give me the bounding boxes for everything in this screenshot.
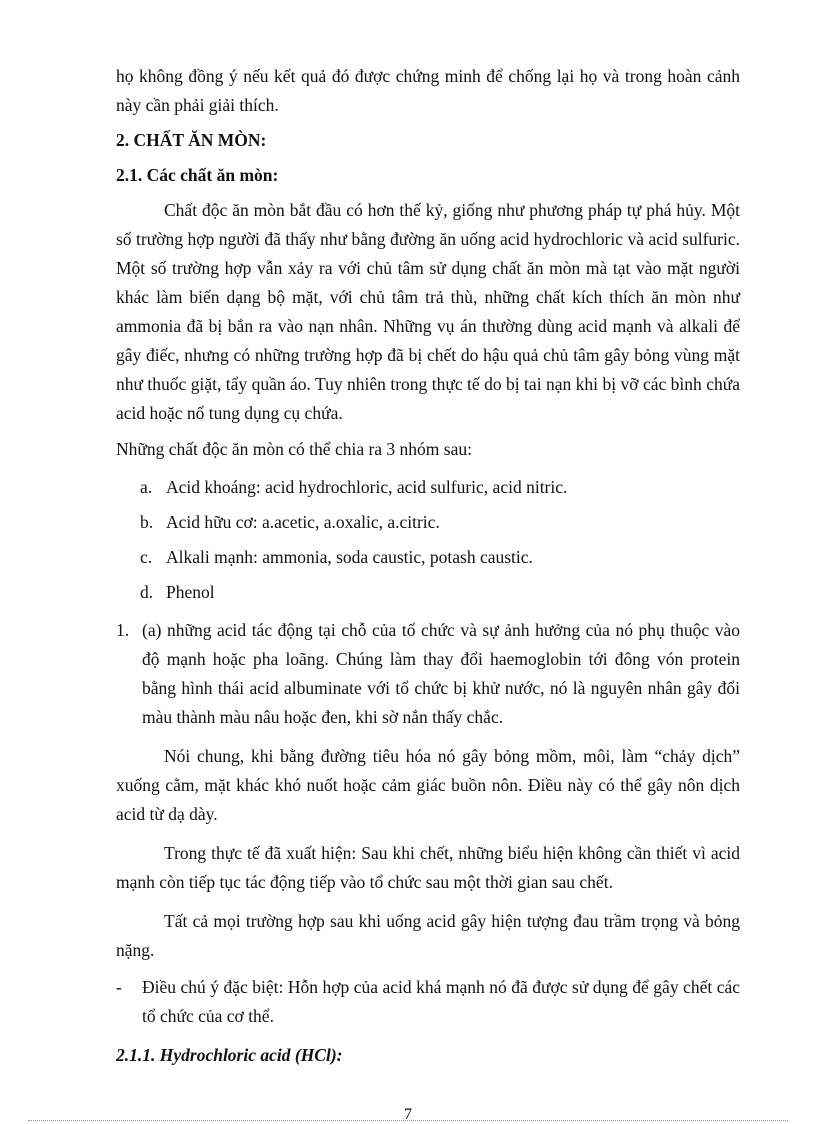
list-marker: d. bbox=[140, 582, 154, 602]
paragraph-3: Trong thực tế đã xuất hiện: Sau khi chết, những biểu hiện không cần thiết vì acid mạnh còn tiếp tục tác động tiếp vào tổ chức sau một thời gian sau chết. bbox=[116, 843, 740, 892]
page-body bbox=[116, 62, 740, 1070]
list-item-text: Acid khoáng: acid hydrochloric, acid sulfuric, acid nitric. bbox=[166, 477, 568, 497]
list-item bbox=[116, 470, 740, 505]
subsubsection-title: 2.1.1. Hydrochloric acid (HCl): bbox=[116, 1045, 343, 1065]
list-marker: b. bbox=[140, 512, 154, 532]
groups-intro: Những chất độc ăn mòn có thể chia ra 3 nhóm sau: bbox=[116, 439, 472, 459]
groups-list bbox=[116, 470, 740, 610]
list-item-text: Phenol bbox=[166, 582, 215, 602]
list-marker: c. bbox=[140, 547, 153, 567]
paragraph-4: Tất cả mọi trường hợp sau khi uống acid gây hiện tượng đau trầm trọng và bỏng nặng. bbox=[116, 911, 740, 960]
page-number: 7 bbox=[404, 1106, 412, 1123]
numbered-item bbox=[116, 616, 740, 732]
dash-marker: - bbox=[116, 977, 122, 997]
paragraph-2: Nói chung, khi bằng đường tiêu hóa nó gây bỏng mồm, môi, làm “chảy dịch” xuống cằm, mặt khác khó nuốt hoặc cảm giác buồn nôn. Điều này có thể gây nôn dịch acid từ dạ dày. bbox=[116, 746, 740, 824]
numbered-item-text: (a) những acid tác động tại chỗ của tổ chức và sự ảnh hưởng của nó phụ thuộc vào độ mạnh hoặc pha loãng. Chúng làm thay đổi haemoglobin tới đông vón protein bằng hình thái acid albuminate với tổ chức bị khử nước, nó là nguyên nhân gây đổi màu thành màu nâu hoặc đen, khi sờ nắn thấy chắc. bbox=[142, 620, 740, 727]
list-item bbox=[116, 505, 740, 540]
intro-continuation: họ không đồng ý nếu kết quả đó được chứng minh để chống lại họ và trong hoàn cảnh này cần phải giải thích. bbox=[116, 66, 740, 115]
subsection-title: 2.1. Các chất ăn mòn: bbox=[116, 165, 279, 185]
paragraph-1: Chất độc ăn mòn bắt đầu có hơn thế kỷ, giống như phương pháp tự phá hủy. Một số trường hợp người đã thấy như bằng đường ăn uống acid hydrochloric và acid sulfuric. Một số trường hợp vẫn xảy ra với chủ tâm sử dụng chất ăn mòn mà tạt vào mặt người khác làm biến dạng bộ mặt, với chủ tâm trả thù, những chất kích thích ăn mòn như ammonia đã bị bắn ra vào nạn nhân. Những vụ án thường dùng acid mạnh và alkali để gây điếc, nhưng có những trường hợp đã bị chết do hậu quả chủ tâm gây bỏng vùng mặt như thuốc giặt, tẩy quần áo. Tuy nhiên trong thực tế do bị tai nạn khi bị vỡ các bình chứa acid hoặc nổ tung dụng cụ chứa. bbox=[116, 200, 740, 423]
list-item bbox=[116, 540, 740, 575]
section-title: 2. CHẤT ĂN MÒN: bbox=[116, 130, 267, 150]
numbered-marker: 1. bbox=[116, 620, 130, 640]
note-item bbox=[116, 973, 740, 1031]
list-item bbox=[116, 575, 740, 610]
list-item-text: Alkali mạnh: ammonia, soda caustic, potash caustic. bbox=[166, 547, 533, 567]
list-marker: a. bbox=[140, 477, 153, 497]
list-item-text: Acid hữu cơ: a.acetic, a.oxalic, a.citric. bbox=[166, 512, 440, 532]
note-item-text: Điều chú ý đặc biệt: Hỗn hợp của acid khá mạnh nó đã được sử dụng để gây chết các tổ chức của cơ thể. bbox=[142, 977, 740, 1026]
